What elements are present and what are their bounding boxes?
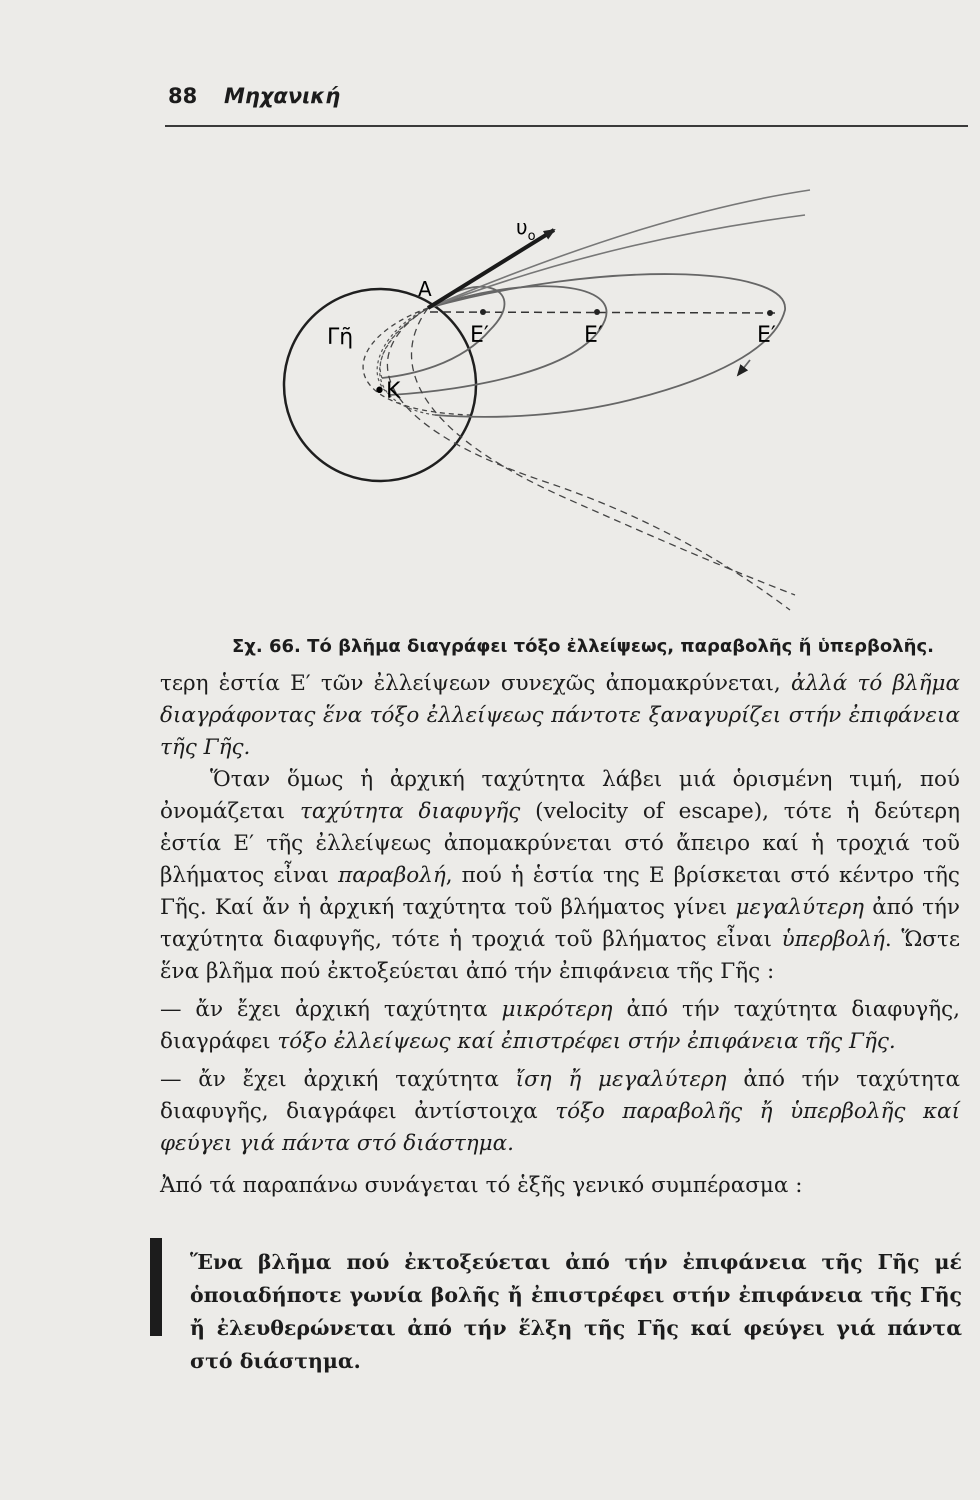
page-number: 88 xyxy=(168,84,198,108)
body-text xyxy=(160,668,960,1202)
label-launch-point: Α xyxy=(418,277,432,301)
label-focus-2: Ε′ xyxy=(584,323,603,348)
dashed-return-arc-2 xyxy=(387,308,790,610)
label-velocity: $\upsilon_o$ xyxy=(516,215,536,244)
page-header xyxy=(168,84,968,108)
ellipse-medium xyxy=(390,286,607,395)
paragraph-2: Ὅταν ὅμως ἡ ἀρχική ταχύτητα λάβει μιά ὁρισμένη τιμή, πού ὀνομάζεται ταχύτητα διαφυγῆς (velocity of escape), τότε ἡ δεύτερη ἑστία Ε′ τῆς ἐλλείψεως ἀπομακρύνεται στό ἄπειρο καί ἡ τροχιά τοῦ βλήματος εἶναι παραβολή, πού ἡ ἑστία της Ε βρίσκεται στό κέντρο τῆς Γῆς. Καί ἄν ἡ ἀρχική ταχύτητα τοῦ βλήματος γίνει μεγαλύτερη ἀπό τήν ταχύτητα διαφυγῆς, τότε ἡ τροχιά τοῦ βλήματος εἶναι ὑπερβολή. Ὥστε ἕνα βλῆμα πού ἐκτοξεύεται ἀπό τήν ἐπιφάνεια τῆς Γῆς : xyxy=(160,767,961,984)
label-earth: Γῆ xyxy=(327,325,354,350)
label-center: •Κ xyxy=(373,379,401,404)
trajectory-figure xyxy=(270,150,830,630)
key-rule-box xyxy=(150,1238,965,1373)
label-focus-1: Ε′ xyxy=(470,323,489,348)
rule-marker-bar xyxy=(150,1238,162,1336)
focus-dot-2 xyxy=(594,309,600,315)
key-rule-text: Ἕνα βλῆμα πού ἐκτοξεύεται ἀπό τήν ἐπιφάνεια τῆς Γῆς μέ ὁποιαδήποτε γωνία βολῆς ἤ ἐπιστρέφει στήν ἐπιφάνεια τῆς Γῆς ἤ ἐλευθερώνεται ἀπό τήν ἕλξη τῆς Γῆς καί φεύγει γιά πάντα στό διάστημα. xyxy=(190,1250,962,1373)
paragraph-1: τερη ἑστία Ε′ τῶν ἐλλείψεων συνεχῶς ἀπομακρύνεται, ἀλλά τό βλῆμα διαγράφοντας ἕνα τόξο ἐλλείψεως πάντοτε ξαναγυρίζει στήν ἐπιφάνεια τῆς Γῆς. xyxy=(160,671,960,760)
ellipse-large-arrow xyxy=(738,360,750,375)
focus-dot-1 xyxy=(480,309,486,315)
list-item-1: — ἄν ἔχει ἀρχική ταχύτητα μικρότερη ἀπό τήν ταχύτητα διαφυγῆς, διαγράφει τόξο ἐλλείψεως καί ἐπιστρέφει στήν ἐπιφάνεια τῆς Γῆς. xyxy=(160,997,960,1054)
running-title: Μηχανική xyxy=(224,84,341,108)
focus-dot-3 xyxy=(767,310,773,316)
header-rule xyxy=(165,125,968,127)
figure-caption: Σχ. 66. Τό βλῆμα διαγράφει τόξο ἐλλείψεως, παραβολῆς ἤ ὑπερβολῆς. xyxy=(232,636,934,657)
conclusion-line: Ἀπό τά παραπάνω συνάγεται τό ἑξῆς γενικό συμπέρασμα : xyxy=(160,1173,803,1198)
list-item-2: — ἄν ἔχει ἀρχική ταχύτητα ἴση ἤ μεγαλύτερη ἀπό τήν ταχύτητα διαφυγῆς, διαγράφει ἀντίστοιχα τόξο παραβολῆς ἤ ὑπερβολῆς καί φεύγει γιά πάντα στό διάστημα. xyxy=(160,1067,961,1156)
label-focus-3: Ε′ xyxy=(757,323,776,348)
